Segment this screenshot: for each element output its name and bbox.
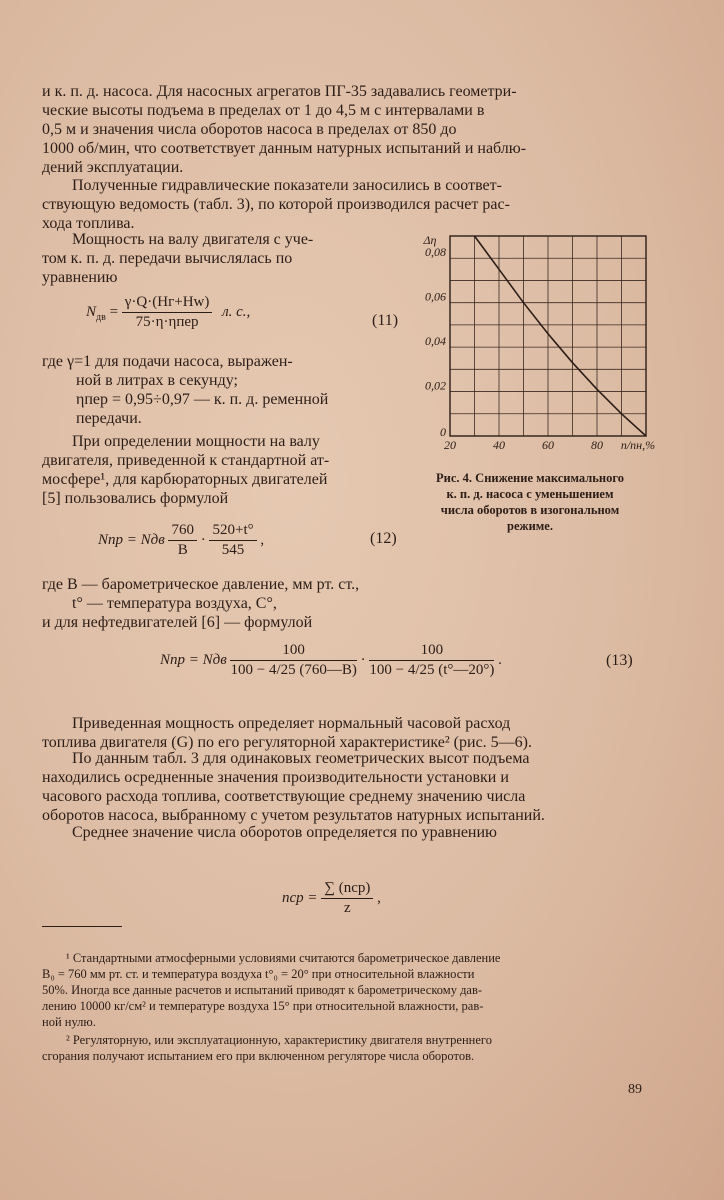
formula-unit: л. с., [222,303,251,320]
text-line: хода топлива. [42,215,135,232]
y-tick-label: 0 [440,425,446,439]
fraction-denominator: B [177,542,188,558]
fraction-denominator: 100 − 4/25 (760—B) [230,662,357,678]
text-line: передачи. [76,410,142,427]
text-line: ствующую ведомость (табл. 3), по которой производился расчет рас- [42,196,510,213]
formula-lhs: nср = [282,889,318,906]
text-line: и для нефтедвигателей [6] — формулой [42,614,313,631]
footnote-line: сгорания получают испытанием его при включенном регуляторе числа оборотов. [42,1049,475,1063]
formula-tail: , [260,531,265,548]
formula-lhs-sub: дв [96,311,106,323]
fraction [122,294,213,331]
equation-number-11: (11) [372,312,399,329]
caption-line: к. п. д. насоса с уменьшением [446,487,614,501]
text-line: топлива двигателя (G) по его регуляторной характеристике² (рис. 5—6). [42,734,532,751]
footnote-line: ¹ Стандартными атмосферными условиями считаются барометрическое давление [66,951,501,965]
formula-lhs: Nпр = Nдв [160,651,227,668]
x-axis-label: n/nн,% [620,438,656,452]
text-line: оборотов насоса, выбранному с учетом результатов натурных испытаний. [42,807,545,824]
formula-11: $N_{дв}$ = $\frac{\gamma\cdot Q\cdot(Hг+Hw)}{\text{75·η·ηпер}}$ л. с., [86,294,251,330]
fraction-numerator: 520+t° [209,522,256,541]
paragraph-2 [42,176,642,233]
figure-4-chart [410,226,658,474]
formula-12: Nпр = Nдв $\frac{760}{B}$ · $\frac{520+t^\circ}{545}$ , [98,522,265,558]
text-line: ческие высоты подъема в пределах от 1 до 4,5 м с интервалами в [42,102,485,119]
caption-line: Рис. 4. Снижение максимального [436,471,624,485]
x-tick-label: 40 [493,438,505,452]
y-tick-label: 0,06 [425,289,446,304]
formula-13: Nпр = Nдв $\frac{100}{100 - 4/25 (760—B)}$ · $\frac{100}{100 - 4/25 (t^\circ—20^\circ)}$ . [160,642,502,678]
x-tick-label: 60 [542,438,554,452]
paragraph-5 [42,714,652,752]
text-line: Полученные гидравлические показатели заносились в соответ- [72,177,502,194]
fraction-numerator: ∑ (nср) [321,880,373,899]
footnote-line: лению 10000 кг/см² и температуре воздуха 15° при относительной влажности, рав- [42,999,484,1013]
text-line: дений эксплуатации. [42,159,184,176]
fraction-denominator: 100 − 4/25 (t°—20°) [369,662,495,678]
text-line: двигателя, приведенной к стандартной ат- [42,452,330,469]
footnote-line: ной нулю. [42,1015,96,1029]
text-line: При определении мощности на валу [72,433,320,450]
formula-tail: . [498,651,502,668]
paragraph-7 [42,823,652,842]
x-tick-label: 20 [444,438,456,452]
text-line: и к. п. д. насоса. Для насосных агрегатов ПГ-35 задавались геометри- [42,83,517,100]
fraction [168,522,197,559]
text-line: Среднее значение числа оборотов определяется по уравнению [72,824,497,841]
fraction-denominator: 545 [221,542,245,558]
footnote-1 [42,950,652,1030]
footnote-2 [42,1032,652,1064]
text-line: [5] пользовались формулой [42,490,229,507]
text-line: часового расхода топлива, соответствующие среднему значению числа [42,788,526,805]
text-line: мосфере¹, для карбюраторных двигателей [42,471,328,488]
fraction [369,642,494,679]
paragraph-1 [42,82,642,177]
fraction-numerator: 760 [168,522,197,541]
fraction [230,642,356,679]
text-line: 0,5 м и значения числа оборотов насоса в пределах от 850 до [42,121,457,138]
footnote-line: B₀ = 760 мм рт. ст. и температура воздуха t°₀ = 20° при относительной влажности [42,967,475,981]
y-tick-label: 0,04 [425,334,446,349]
formula-tail: , [377,889,381,906]
fraction-numerator: 100 [369,642,494,661]
y-axis-label: Δη [423,233,437,247]
paragraph-3 [42,230,412,287]
paragraph-4 [42,432,412,508]
caption-line: режиме. [507,519,553,533]
equation-number-13: (13) [606,652,633,669]
formula-ncp [282,880,381,917]
series-line [475,236,647,436]
formula-lhs: N [86,303,97,320]
fraction [209,522,256,559]
fraction [321,880,373,917]
text-line: 1000 об/мин, что соответствует данным натурных испытаний и наблю- [42,140,527,157]
text-line: Мощность на валу двигателя с уче- [72,231,314,248]
fraction-numerator: γ·Q·(Hг+Hw) [122,294,213,313]
text-line: где γ=1 для подачи насоса, выражен- [42,353,293,370]
text-line: том к. п. д. передачи вычислялась по [42,250,293,267]
text-line: t° — температура воздуха, C°, [72,595,277,612]
fraction-denominator: z [343,900,351,916]
footnote-divider [42,926,122,927]
x-tick-label: 80 [591,438,603,452]
figure-4-caption [405,470,655,534]
paragraph-6 [42,749,652,825]
page-number: 89 [628,1082,642,1097]
fraction-denominator: 75·η·ηпер [135,314,199,330]
text-line: ной в литрах в секунду; [76,372,238,389]
text-line: Приведенная мощность определяет нормальный часовой расход [72,715,511,732]
footnote-line: 50%. Иногда все данные расчетов и испытаний приводят к барометрическому дав- [42,983,483,997]
where-clause-2 [42,575,642,632]
text-line: где B — барометрическое давление, мм рт. ст., [42,576,360,593]
text-line: По данным табл. 3 для одинаковых геометрических высот подъема [72,750,530,767]
y-tick-label: 0,08 [425,245,446,260]
equation-number-12: (12) [370,530,397,547]
text-line: ηпер = 0,95÷0,97 — к. п. д. ременной [76,391,329,408]
where-clause-1 [42,352,412,428]
formula-lhs: Nпр = Nдв [98,531,165,548]
text-line: находились осредненные значения производительности установки и [42,769,509,786]
fraction-numerator: 100 [230,642,356,661]
text-line: уравнению [42,269,118,286]
footnote-line: ² Регуляторную, или эксплуатационную, характеристику двигателя внутреннего [66,1033,492,1047]
caption-line: числа оборотов в изогональном [440,503,620,517]
y-tick-label: 0,02 [425,378,446,393]
